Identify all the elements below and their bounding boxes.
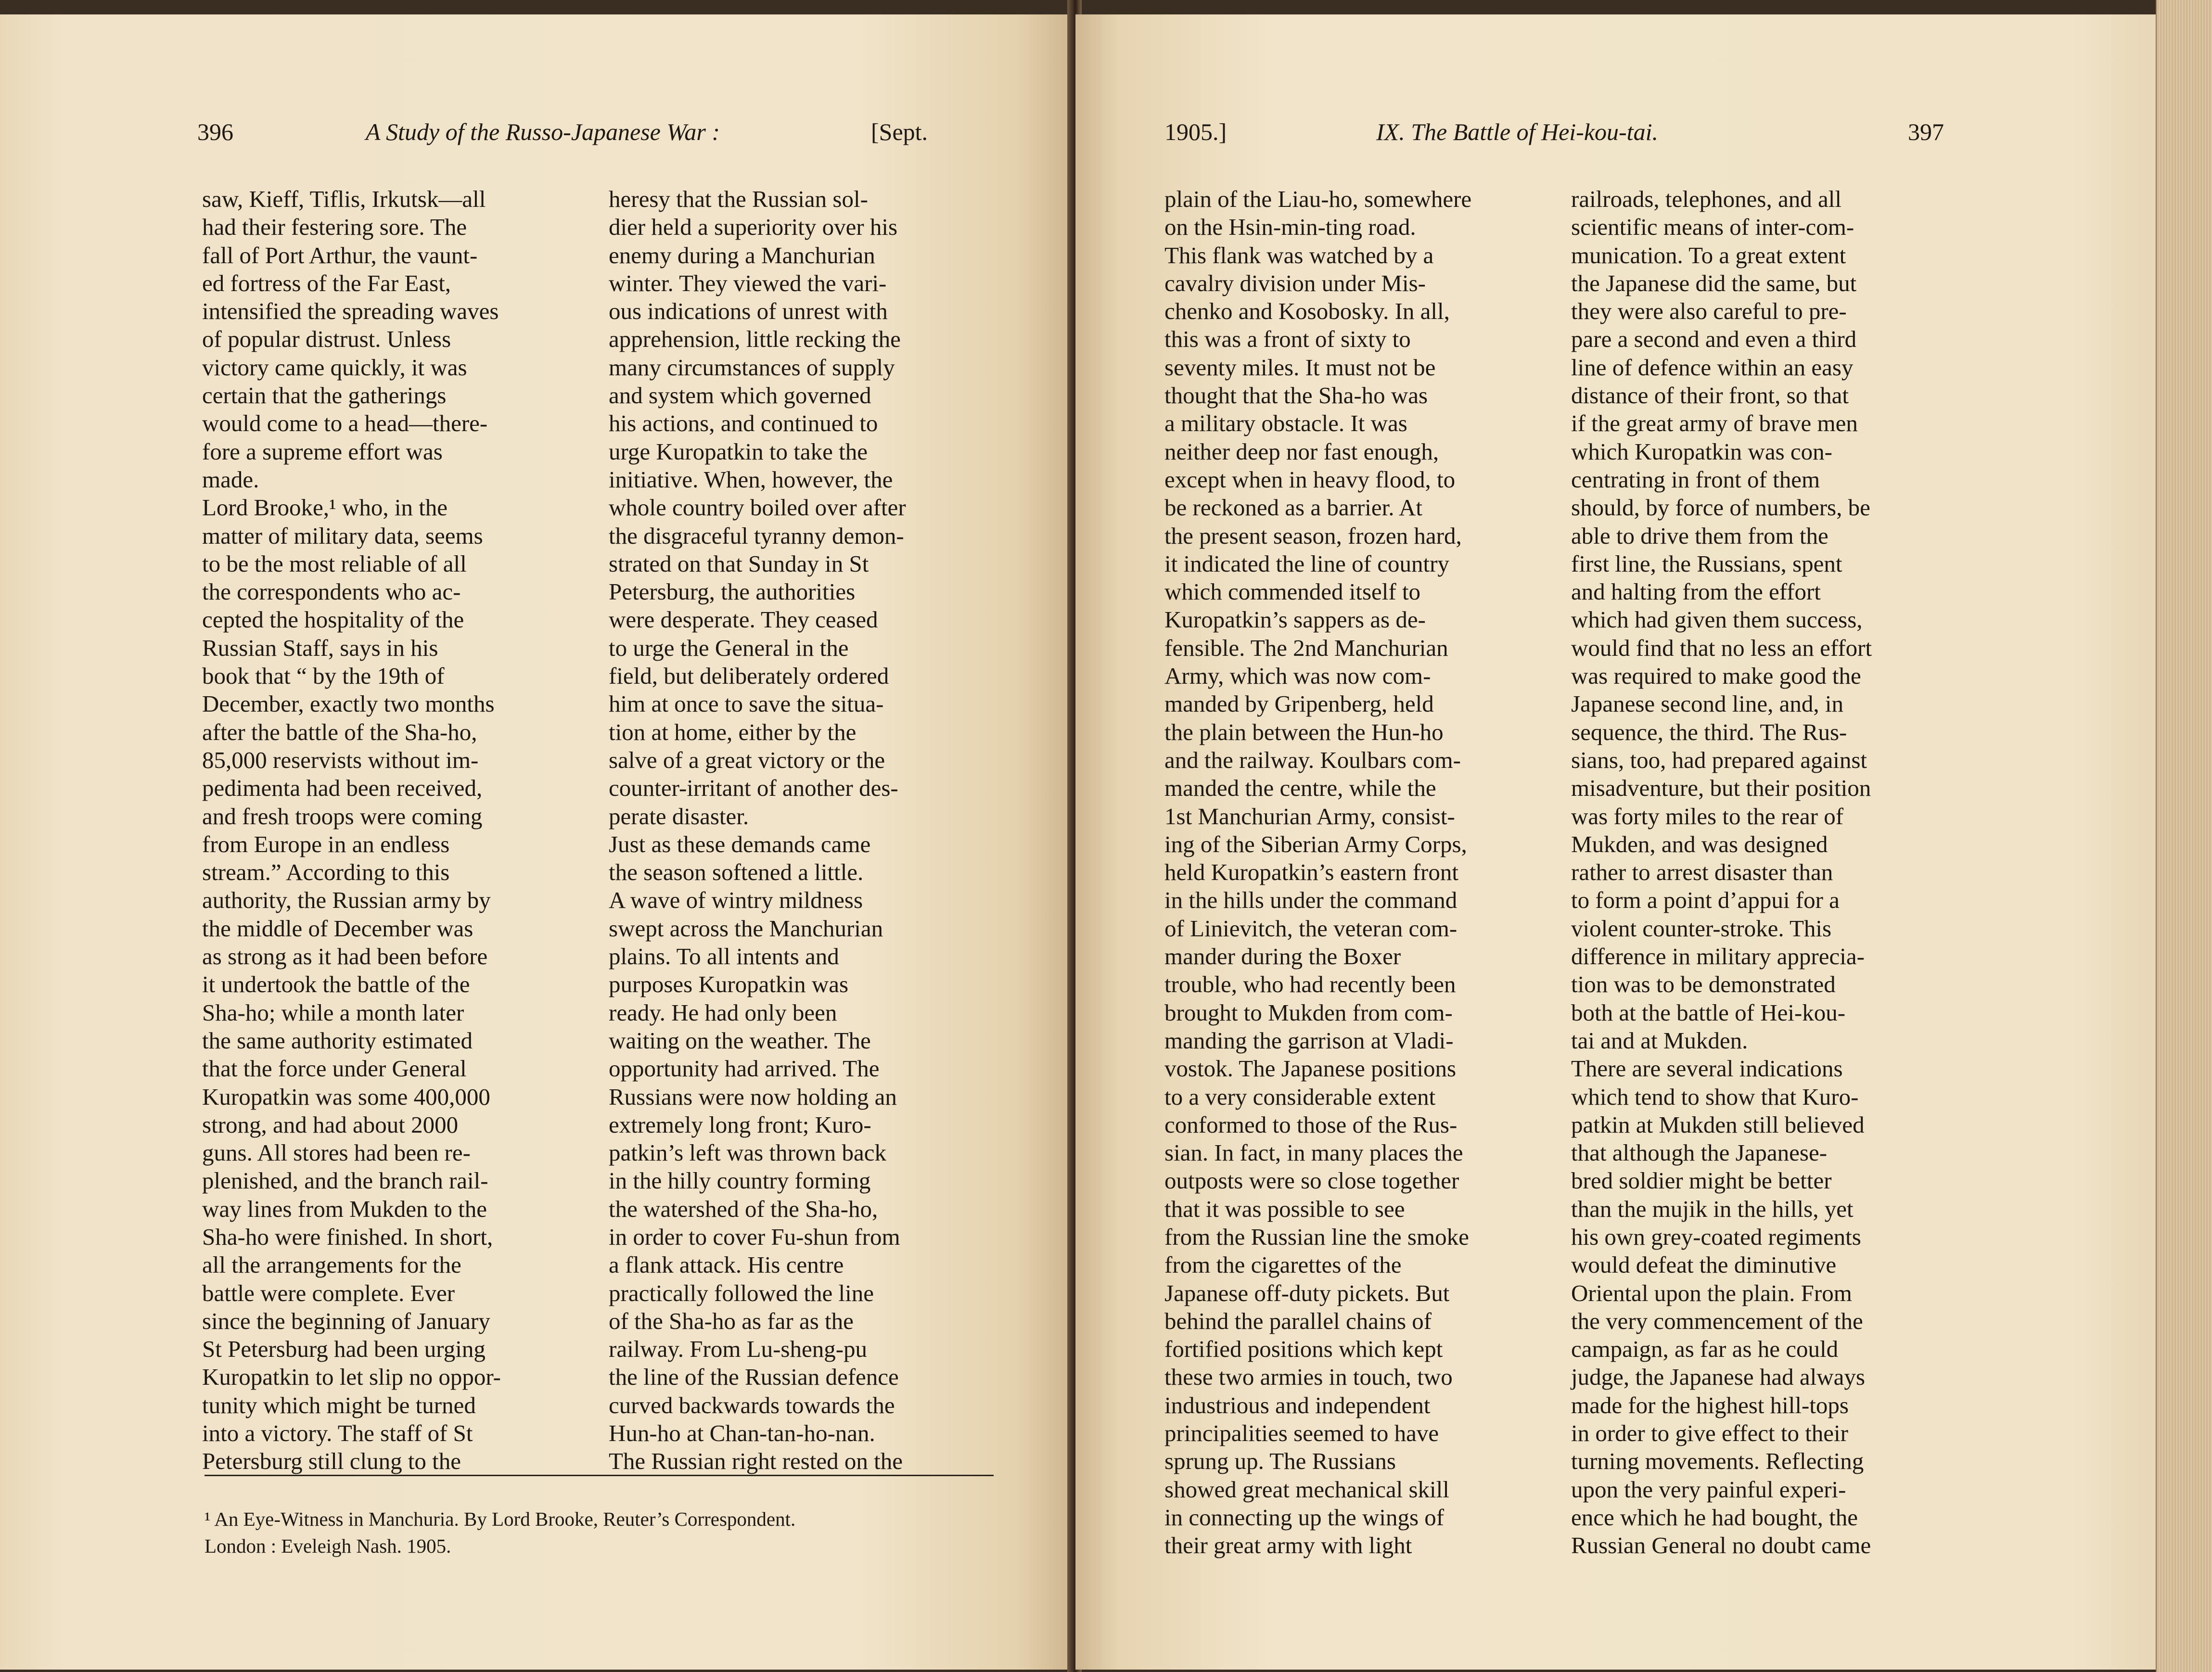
text-column-1: saw, Kieff, Tiflis, Irkutsk—all had their festering sore. The fall of Port Arthur, the vaunt- ed fortress of the Far East, intensified the spreading waves of popular distrust. Unless victory came quickly, it was certain that the gatherings would come to a head—there- fore a supreme effort was made. Lord Brooke,¹ who, in the matter of military data, seems to be the most reliable of all the correspondents who ac- cepted the hospitality of the Russian Staff, says in his book that “ by the 19th of December, exactly two months after the battle of the Sha-ho, 85,000 reservists without im- pedimenta had been received, and fresh troops were coming from Europe in an endless stream.” According to this authority, the Russian army by the middle of December was as strong as it had been before it undertook the battle of the Sha-ho; while a month later the same authority estimated that the force under General Kuropatkin was some 400,000 strong, and had about 2000 guns. All stores had been re- plenished, and the branch rail- way lines from Mukden to the Sha-ho were finished. In short, all the arrangements for the battle were complete. Ever since the beginning of January St Petersburg had been urging Kuropatkin to let slip no oppor- tunity which might be turned into a victory. The staff of St Petersburg still clung to the [202, 186, 501, 1475]
running-title: A Study of the Russo-Japanese War : [366, 118, 720, 145]
page-edges [2156, 0, 2212, 1672]
footnote-line-2: London : Eveleigh Nash. 1905. [205, 1535, 451, 1557]
running-date: 1905.] [1164, 118, 1227, 145]
footnote-rule [205, 1475, 994, 1476]
text-column-2: railroads, telephones, and all scientific means of inter-com- munication. To a great extent the Japanese did the same, but they were also careful to pre- pare a second and even a third line of defence within an easy distance of their front, so that if the great army of brave men which Kuropatkin was con- centrating in front of them should, by force of numbers, be able to drive them from the first line, the Russians, spent and halting from the effort which had given them success, would find that no less an effort was required to make good the Japanese second line, and, in sequence, the third. The Rus- sians, too, had prepared against misadventure, but their position was forty miles to the rear of Mukden, and was designed rather to arrest disaster than to form a point d’appui for a violent counter-stroke. This difference in military apprecia- tion was to be demonstrated both at the battle of Hei-kou- tai and at Mukden. There are several indications which tend to show that Kuro- patkin at Mukden still believed that although the Japanese- bred soldier might be better than the mujik in the hills, yet his own grey-coated regiments would defeat the diminutive Oriental upon the plain. From the very commencement of the campaign, as far as he could judge, the Japanese had always made for the highest hill-tops in order to give effect to their turning movements. Reflecting upon the very painful experi- ence which he had bought, the Russian General no doubt came [1571, 186, 1872, 1559]
right-page-header [1075, 118, 2161, 161]
right-page [1075, 14, 2161, 1670]
footnote-line-1: ¹ An Eye-Witness in Manchuria. By Lord Brooke, Reuter’s Correspondent. [205, 1508, 796, 1530]
text-column-2: heresy that the Russian sol- dier held a superiority over his enemy during a Manchurian winter. They viewed the vari- ous indications of unrest with apprehension, little recking the many circumstances of supply and system which governed his actions, and continued to urge Kuropatkin to take the initiative. When, however, the whole country boiled over after the disgraceful tyranny demon- strated on that Sunday in St Petersburg, the authorities were desperate. They ceased to urge the General in the field, but deliberately ordered him at once to save the situa- tion at home, either by the salve of a great victory or the counter-irritant of another des- perate disaster. Just as these demands came the season softened a little. A wave of wintry mildness swept across the Manchurian plains. To all intents and purposes Kuropatkin was ready. He had only been waiting on the weather. The opportunity had arrived. The Russians were now holding an extremely long front; Kuro- patkin’s left was thrown back in the hilly country forming the watershed of the Sha-ho, in order to cover Fu-shun from a flank attack. His centre practically followed the line of the Sha-ho as far as the railway. From Lu-sheng-pu the line of the Russian defence curved backwards towards the Hun-ho at Chan-tan-ho-nan. The Russian right rested on the [609, 186, 906, 1475]
page-number: 397 [1908, 118, 1944, 145]
running-date: [Sept. [871, 118, 928, 145]
left-page-header [0, 118, 1071, 161]
running-title: IX. The Battle of Hei-kou-tai. [1376, 118, 1658, 145]
page-number: 396 [197, 118, 233, 145]
left-page [0, 14, 1071, 1670]
text-column-1: plain of the Liau-ho, somewhere on the Hsin-min-ting road. This flank was watched by a cavalry division under Mis- chenko and Kosobosky. In all, this was a front of sixty to seventy miles. It must not be thought that the Sha-ho was a military obstacle. It was neither deep nor fast enough, except when in heavy flood, to be reckoned as a barrier. At the present season, frozen hard, it indicated the line of country which commended itself to Kuropatkin’s sappers as de- fensible. The 2nd Manchurian Army, which was now com- manded by Gripenberg, held the plain between the Hun-ho and the railway. Koulbars com- manded the centre, while the 1st Manchurian Army, consist- ing of the Siberian Army Corps, held Kuropatkin’s eastern front in the hills under the command of Linievitch, the veteran com- mander during the Boxer trouble, who had recently been brought to Mukden from com- manding the garrison at Vladi- vostok. The Japanese positions to a very considerable extent conformed to those of the Rus- sian. In fact, in many places the outposts were so close together that it was possible to see from the Russian line the smoke from the cigarettes of the Japanese off-duty pickets. But behind the parallel chains of fortified positions which kept these two armies in touch, two industrious and independent principalities seemed to have sprung up. The Russians showed great mechanical skill in connecting up the wings of their great army with light [1164, 186, 1472, 1559]
